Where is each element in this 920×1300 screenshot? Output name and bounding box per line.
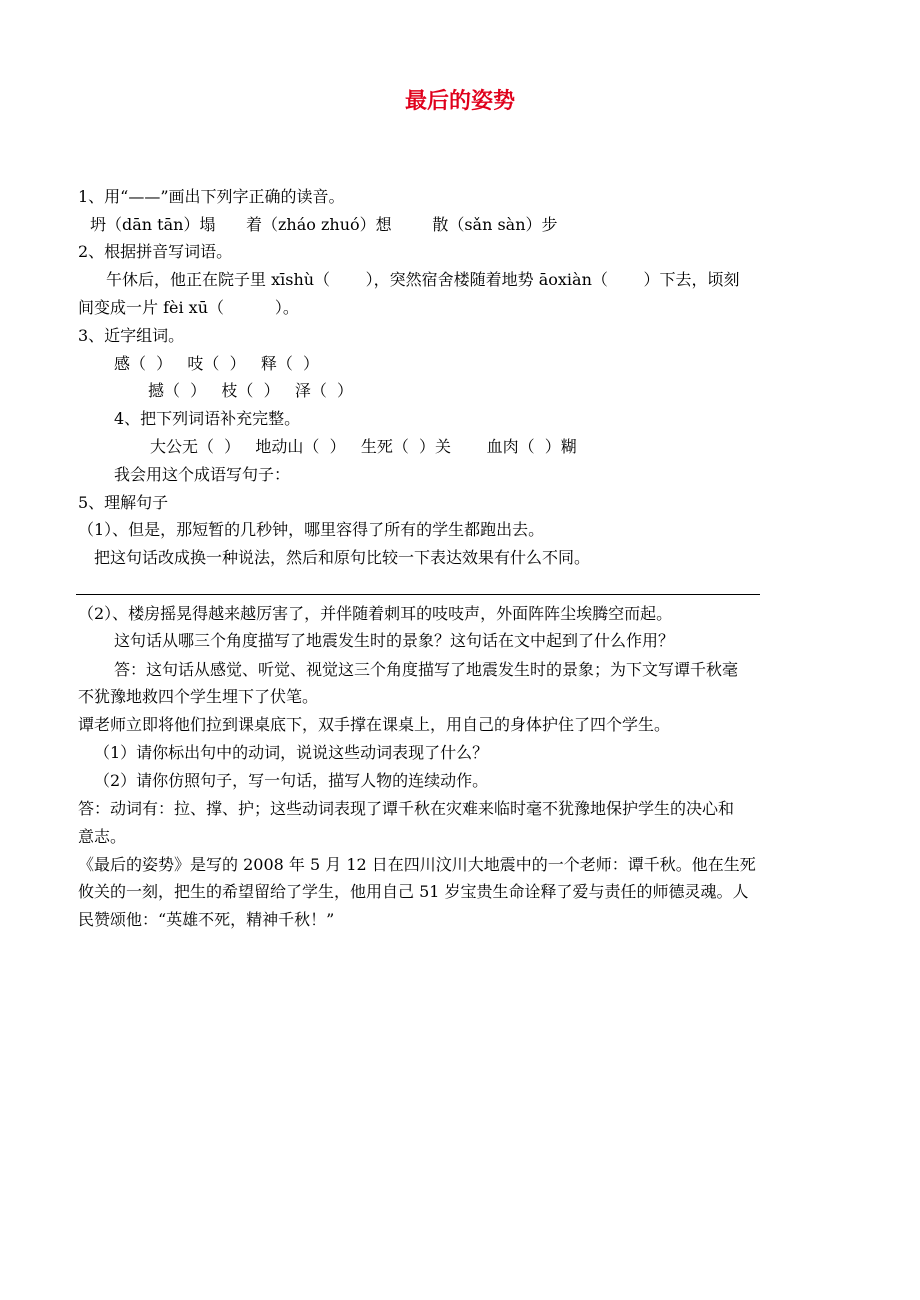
sub-question-2: （2）请你仿照句子，写一句话，描写人物的连续动作。 xyxy=(94,771,489,790)
question-3-row-1: 感（ ） 吱（ ） 释（ ） xyxy=(114,354,320,373)
question-1-items: 坍（dān tān）塌 着（zháo zhuó）想 散（sǎn sàn）步 xyxy=(90,215,558,234)
question-5-1: （1）、但是，那短暂的几秒钟，哪里容得了所有的学生都跑出去。 xyxy=(78,520,545,539)
question-5-1-prompt: 把这句话改成换一种说法，然后和原句比较一下表达效果有什么不同。 xyxy=(94,548,591,567)
answer-text: 答：动词有：拉、撑、护；这些动词表现了谭千秋在灾难来临时毫不犹豫地保护学生的决心和 xyxy=(78,799,735,818)
summary-paragraph-line-2: 攸关的一刻，把生的希望留给了学生，他用自己 51 岁宝贵生命诠释了爱与责任的师德灵魂。人 xyxy=(78,882,749,901)
summary-paragraph-line-3: 民赞颂他：“英雄不死，精神千秋！” xyxy=(78,910,335,929)
summary-paragraph-line-1: 《最后的姿势》是写的 2008 年 5 月 12 日在四川汶川大地震中的一个老师：谭千秋。他在生死 xyxy=(78,855,756,874)
question-5-2: （2）、楼房摇晃得越来越厉害了，并伴随着刺耳的吱吱声，外面阵阵尘埃腾空而起。 xyxy=(78,604,673,623)
question-1-heading: 1、用“——”画出下列字正确的读音。 xyxy=(78,187,345,206)
question-5-2-answer-cont: 不犹豫地救四个学生埋下了伏笔。 xyxy=(78,687,319,706)
question-4-heading: 4、把下列词语补充完整。 xyxy=(114,409,301,428)
sub-question-1: （1）请你标出句中的动词，说说这些动词表现了什么？ xyxy=(94,743,489,762)
answer-line xyxy=(76,594,760,595)
question-5-2-prompt: 这句话从哪三个角度描写了地震发生时的景象？这句话在文中起到了什么作用？ xyxy=(114,631,675,650)
question-5-heading: 5、理解句子 xyxy=(78,493,169,512)
question-4-items: 大公无（ ） 地动山（ ） 生死（ ）关 血肉（ ）糊 xyxy=(150,437,577,456)
question-3-row-2: 撼（ ） 枝（ ） 泽（ ） xyxy=(148,381,354,400)
question-4-sentence-prompt: 我会用这个成语写句子： xyxy=(114,465,291,484)
passage-sentence: 谭老师立即将他们拉到课桌底下，双手撑在课桌上，用自己的身体护住了四个学生。 xyxy=(78,715,671,734)
question-5-2-answer: 答：这句话从感觉、听觉、视觉这三个角度描写了地震发生时的景象；为下文写谭千秋毫 xyxy=(114,660,739,679)
page-title: 最后的姿势 xyxy=(404,89,515,114)
question-2-text-cont: 间变成一片 fèi xū（ ）。 xyxy=(78,298,299,317)
question-2-heading: 2、根据拼音写词语。 xyxy=(78,242,233,261)
question-3-heading: 3、近字组词。 xyxy=(78,326,185,345)
answer-text-cont: 意志。 xyxy=(78,827,127,846)
question-2-text: 午休后，他正在院子里 xīshù（ ），突然宿舍楼随着地势 āoxiàn（ ）下去，顷刻 xyxy=(106,270,740,289)
